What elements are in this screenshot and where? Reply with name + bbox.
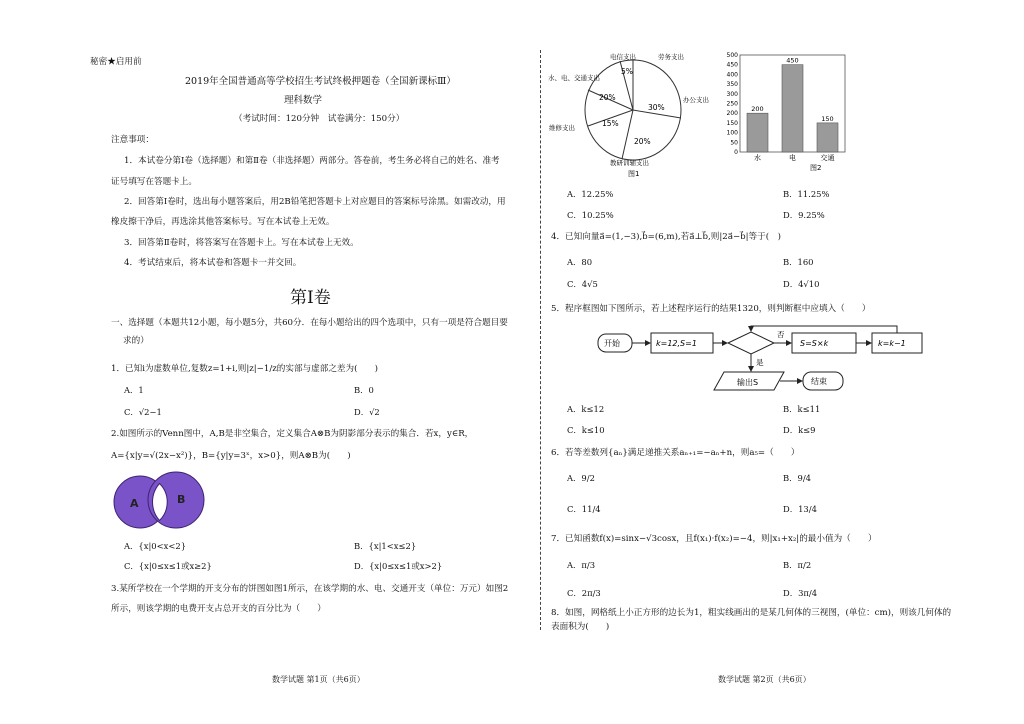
pie-chart-figure-1 — [548, 52, 723, 180]
question-2-cont: A={x|y=√(2x−x²)}，B={y|y=3ˣ，x>0}，则A⊗B为( ) — [111, 451, 351, 461]
part1-heading: 一、选择题（本题共12小题，每小题5分，共60分．在每小题给出的四个选项中，只有一项是符合题目要 — [111, 318, 508, 328]
flow-no-label: 否 — [777, 330, 785, 339]
q1-option-c: C．√2−1 — [124, 407, 162, 417]
y-tick-label: 350 — [726, 81, 738, 89]
bar-chart-figure-2 — [720, 52, 850, 174]
y-tick-label: 100 — [726, 129, 738, 137]
page-footer: 数学试题 第2页（共6页） — [718, 675, 811, 684]
notice-heading: 注意事项： — [111, 135, 154, 145]
q3-option-d: D．9.25% — [783, 210, 825, 220]
q6-option-c: C．11/4 — [567, 504, 601, 514]
part1-heading-cont: 求的） — [123, 336, 149, 346]
q2-option-b: B．{x|1<x≤2} — [354, 541, 417, 551]
question-3-cont: 所示，则该学期的电费开支占总开支的百分比为（ ） — [111, 604, 326, 614]
figure-2-caption: 图2 — [810, 164, 822, 172]
flow-step2-label: k=k−1 — [878, 339, 906, 348]
q4-option-a: A．80 — [567, 257, 593, 267]
pie-label: 教研训辅支出 — [610, 159, 649, 167]
q7-option-a: A．π/3 — [567, 560, 596, 570]
q1-option-a: A．1 — [124, 385, 144, 395]
page-footer: 数学试题 第1页（共6页） — [272, 675, 365, 684]
bar-2 — [817, 123, 838, 152]
notice-line: 2．回答第Ⅰ卷时，选出每小题答案后，用2B铅笔把答题卡上对应题目的答案标号涂黑。如需改动，用 — [124, 197, 506, 207]
right-page — [540, 0, 1024, 724]
flow-output-label: 输出S — [737, 378, 759, 387]
q4-option-c: C．4√5 — [567, 279, 598, 289]
venn-label-b: B — [177, 493, 186, 506]
bar-0 — [747, 113, 768, 152]
bar-1 — [782, 65, 803, 152]
q3-option-c: C．10.25% — [567, 210, 614, 220]
flow-step1-label: S=S×k — [800, 339, 829, 348]
y-tick-label: 450 — [726, 61, 738, 69]
q1-option-b: B．0 — [354, 385, 374, 395]
flow-init-label: k=12,S=1 — [656, 339, 697, 348]
x-category-label: 交通 — [820, 154, 835, 162]
flow-start-label: 开始 — [604, 339, 620, 348]
exam-time: （考试时间：120分钟 试卷满分：150分） — [234, 114, 405, 124]
q5-option-d: D．k≤9 — [783, 425, 816, 435]
figure-1-caption: 图1 — [628, 170, 640, 178]
bar-value-label: 150 — [821, 114, 834, 123]
question-8: 8．如图，网格纸上小正方形的边长为1，粗实线画出的是某几何体的三视图，(单位：cm)，则该几何体的 — [551, 608, 952, 618]
pie-value: 20% — [599, 93, 616, 102]
flow-decision — [728, 332, 774, 354]
question-7: 7．已知函数f(x)=sinx−√3cosx，且f(x₁)·f(x₂)=−4，则|x₁+x₂|的最小值为（ ） — [551, 534, 877, 544]
bar-value-label: 450 — [786, 56, 799, 65]
q3-option-b: B．11.25% — [783, 189, 830, 199]
exam-title: 2019年全国普通高等学校招生考试终极押题卷（全国新课标Ⅲ） — [185, 76, 456, 87]
q5-option-a: A．k≤12 — [567, 404, 605, 414]
notice-line: 3．回答第Ⅱ卷时，将答案写在答题卡上。写在本试卷上无效。 — [124, 238, 359, 248]
q1-option-d: D．√2 — [354, 407, 380, 417]
flowchart — [594, 324, 974, 396]
question-8-cont: 表面积为( ) — [551, 622, 610, 632]
question-6: 6．若等差数列{aₙ}满足递推关系aₙ₊₁=−aₙ+n，则a₅=（ ） — [551, 448, 800, 458]
venn-diagram — [108, 470, 208, 532]
y-tick-label: 500 — [726, 52, 738, 59]
y-tick-label: 150 — [726, 119, 738, 127]
pie-value: 5% — [621, 67, 633, 76]
venn-label-a: A — [130, 497, 139, 510]
q4-option-d: D．4√10 — [783, 279, 820, 289]
pie-value: 30% — [648, 103, 665, 112]
y-tick-label: 200 — [726, 110, 738, 118]
flow-end-label: 结束 — [811, 377, 827, 386]
q2-option-c: C．{x|0≤x≤1或x≥2} — [124, 561, 212, 571]
q4-option-b: B．160 — [783, 257, 814, 267]
pie-label: 劳务支出 — [658, 53, 684, 61]
flow-yes-label: 是 — [756, 358, 764, 367]
question-4: 4．已知向量a⃗=(1,−3),b⃗=(6,m),若a⃗⊥b⃗,则|2a⃗−b⃗|等于( ) — [551, 232, 782, 242]
q7-option-d: D．3π/4 — [783, 588, 818, 598]
pie-label: 水、电、交通支出 — [548, 74, 600, 82]
pie-value: 20% — [634, 137, 651, 146]
y-tick-label: 250 — [726, 100, 738, 108]
q6-option-a: A．9/2 — [567, 473, 595, 483]
notice-line: 4．考试结束后，将本试卷和答题卡一并交回。 — [124, 258, 302, 268]
notice-line: 证号填写在答题卡上。 — [111, 177, 197, 187]
question-3: 3.某所学校在一个学期的开支分布的饼图如图1所示，在该学期的水、电、交通开支（单位：万元）如图2 — [111, 584, 509, 594]
y-tick-label: 300 — [726, 90, 738, 98]
q5-option-c: C．k≤10 — [567, 425, 605, 435]
pie-label: 维修支出 — [549, 124, 575, 132]
bar-value-label: 200 — [751, 105, 764, 114]
y-tick-label: 0 — [734, 149, 738, 156]
notice-line: 1．本试卷分第Ⅰ卷（选择题）和第Ⅱ卷（非选择题）两部分。答卷前，考生务必将自己的姓名、准考 — [124, 156, 500, 166]
q2-option-d: D．{x|0≤x≤1或x>2} — [354, 561, 443, 571]
q3-option-a: A．12.25% — [567, 189, 614, 199]
secret-label: 秘密★启用前 — [90, 57, 142, 67]
q5-option-b: B．k≤11 — [783, 404, 821, 414]
pie-value: 15% — [602, 119, 619, 128]
q7-option-c: C．2π/3 — [567, 588, 601, 598]
question-2: 2.如图所示的Venn图中，A,B是非空集合，定义集合A⊗B为阴影部分表示的集合．若x，y∈R， — [111, 429, 474, 439]
q6-option-d: D．13/4 — [783, 504, 817, 514]
question-5: 5．程序框图如下图所示，若上述程序运行的结果1320，则判断框中应填入（ ） — [551, 304, 871, 314]
x-category-label: 水 — [754, 154, 761, 162]
x-category-label: 电 — [789, 154, 796, 162]
section-title: 第Ⅰ卷 — [290, 288, 331, 308]
y-tick-label: 50 — [730, 139, 738, 147]
q6-option-b: B．9/4 — [783, 473, 812, 483]
subject-title: 理科数学 — [284, 95, 323, 106]
pie-label: 办公支出 — [683, 96, 709, 104]
pie-label: 电信支出 — [610, 53, 636, 61]
y-tick-label: 400 — [726, 71, 738, 79]
q2-option-a: A．{x|0<x<2} — [124, 541, 187, 551]
q7-option-b: B．π/2 — [783, 560, 812, 570]
question-1: 1．已知i为虚数单位,复数z=1+i,则|z|−1/z的实部与虚部之差为( ) — [111, 364, 379, 374]
notice-line: 橡皮擦干净后，再选涂其他答案标号。写在本试卷上无效。 — [111, 217, 335, 227]
